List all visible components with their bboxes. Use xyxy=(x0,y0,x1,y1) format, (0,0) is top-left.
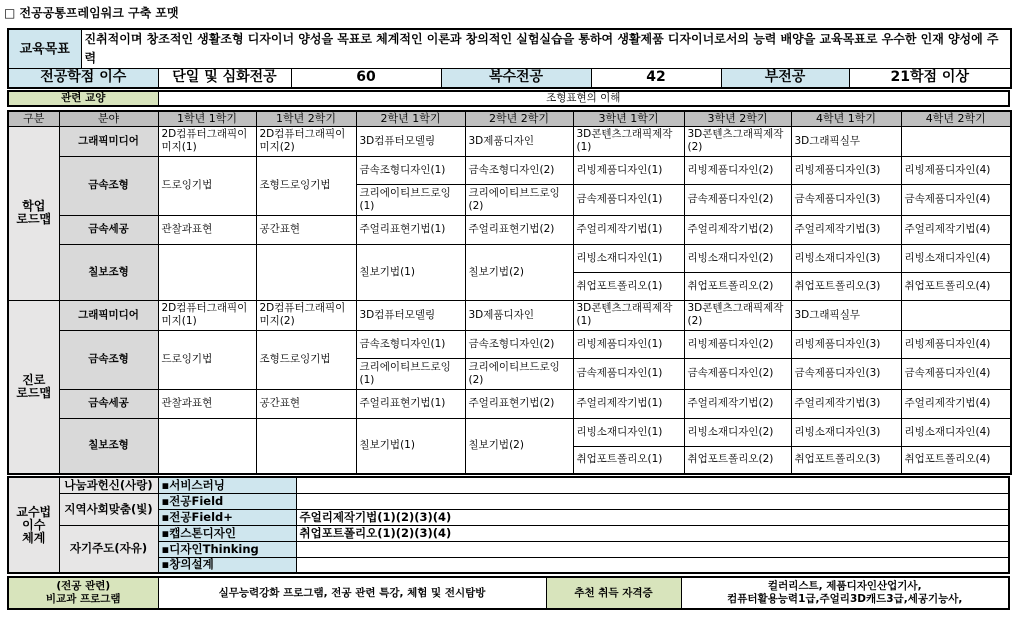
column-header: 3학년 1학기 xyxy=(573,111,684,126)
course-cell: 금속제품디자인(1) xyxy=(573,184,684,215)
course-cell: 금속조형디자인(2) xyxy=(465,330,573,358)
course-cell: 3D그래픽실무 xyxy=(791,300,901,330)
course-cell: 금속제품디자인(4) xyxy=(901,184,1011,215)
course-cell: 조형드로잉기법 xyxy=(256,330,356,389)
course-cell xyxy=(256,418,356,474)
course-cell: 금속제품디자인(2) xyxy=(684,184,791,215)
course-cell xyxy=(901,300,1011,330)
table-row xyxy=(8,244,1011,272)
field-label: 칠보조형 xyxy=(59,244,158,300)
goal-text: 진취적이며 창조적인 생활조형 디자이너 양성을 목표로 체계적인 이론과 창의적인 실험실습을 통하여 생활제품 디자이너로서의 능력 배양을 교육목표로 우수한 인재 양성에 주력 xyxy=(81,29,1011,69)
double-major-label: 복수전공 xyxy=(441,69,591,88)
course-cell: 취업포트폴리오(3) xyxy=(791,272,901,300)
course-cell: 칠보기법(2) xyxy=(465,244,573,300)
course-cell: 주얼리표현기법(2) xyxy=(465,389,573,418)
course-cell: 취업포트폴리오(2) xyxy=(684,446,791,474)
field-label: 그래픽미디어 xyxy=(59,300,158,330)
course-cell: 취업포트폴리오(4) xyxy=(901,272,1011,300)
minor-value: 21학점 이상 xyxy=(849,69,1011,88)
course-cell: 2D컴퓨터그래픽이미지(1) xyxy=(158,300,256,330)
extra-table xyxy=(7,576,1010,610)
course-cell: 주얼리표현기법(1) xyxy=(356,389,465,418)
field-label: 그래픽미디어 xyxy=(59,126,158,156)
course-cell: 3D컴퓨터모델링 xyxy=(356,126,465,156)
column-header: 1학년 2학기 xyxy=(256,111,356,126)
field-label: 금속조형 xyxy=(59,330,158,389)
course-cell: 2D컴퓨터그래픽이미지(2) xyxy=(256,300,356,330)
block-label: 진로 로드맵 xyxy=(8,300,59,474)
course-cell: 주얼리제작기법(1) xyxy=(573,215,684,244)
column-header: 2학년 1학기 xyxy=(356,111,465,126)
course-cell: 취업포트폴리오(4) xyxy=(901,446,1011,474)
teaching-group: 지역사회맞춤(빛) xyxy=(59,493,158,525)
column-header: 4학년 2학기 xyxy=(901,111,1011,126)
teaching-courses xyxy=(296,541,1009,557)
course-cell: 주얼리제작기법(2) xyxy=(684,389,791,418)
teaching-row xyxy=(8,525,1009,541)
course-cell: 리빙제품디자인(3) xyxy=(791,330,901,358)
page-title-text: 전공공통프레임워크 구축 포맷 xyxy=(19,6,179,20)
course-cell xyxy=(158,418,256,474)
teaching-courses xyxy=(296,493,1009,509)
course-cell: 주얼리제작기법(4) xyxy=(901,215,1011,244)
course-cell: 리빙제품디자인(3) xyxy=(791,156,901,184)
course-cell: 3D콘텐츠그래픽제작(1) xyxy=(573,300,684,330)
field-label: 금속조형 xyxy=(59,156,158,215)
course-cell: 금속제품디자인(4) xyxy=(901,358,1011,389)
goal-label: 교육목표 xyxy=(8,29,81,69)
course-cell: 3D콘텐츠그래픽제작(2) xyxy=(684,300,791,330)
course-cell: 금속조형디자인(2) xyxy=(465,156,573,184)
course-cell xyxy=(256,244,356,300)
course-cell: 리빙소재디자인(1) xyxy=(573,418,684,446)
double-major-value: 42 xyxy=(591,69,721,88)
course-cell: 리빙제품디자인(1) xyxy=(573,330,684,358)
teaching-method: ▪디자인Thinking xyxy=(158,541,296,557)
column-header: 1학년 1학기 xyxy=(158,111,256,126)
course-cell: 리빙제품디자인(1) xyxy=(573,156,684,184)
teaching-table xyxy=(7,476,1010,574)
column-header: 3학년 2학기 xyxy=(684,111,791,126)
course-cell: 리빙소재디자인(2) xyxy=(684,244,791,272)
course-cell: 리빙소재디자인(4) xyxy=(901,244,1011,272)
course-cell: 금속제품디자인(3) xyxy=(791,358,901,389)
table-row xyxy=(8,389,1011,418)
field-label: 금속세공 xyxy=(59,389,158,418)
course-cell: 취업포트폴리오(2) xyxy=(684,272,791,300)
course-cell: 취업포트폴리오(3) xyxy=(791,446,901,474)
credits-label: 전공학점 이수 xyxy=(8,69,158,88)
course-cell: 크리에이티브드로잉(1) xyxy=(356,184,465,215)
column-header: 4학년 1학기 xyxy=(791,111,901,126)
course-cell: 금속조형디자인(1) xyxy=(356,330,465,358)
course-cell: 주얼리제작기법(2) xyxy=(684,215,791,244)
table-row xyxy=(8,126,1011,156)
course-cell: 칠보기법(1) xyxy=(356,244,465,300)
course-cell: 주얼리제작기법(1) xyxy=(573,389,684,418)
course-cell: 칠보기법(2) xyxy=(465,418,573,474)
teaching-courses: 취업포트폴리오(1)(2)(3)(4) xyxy=(296,525,1009,541)
header-row xyxy=(8,111,1011,126)
course-cell: 리빙소재디자인(3) xyxy=(791,418,901,446)
single-major-label: 단일 및 심화전공 xyxy=(158,69,291,88)
course-cell: 3D콘텐츠그래픽제작(2) xyxy=(684,126,791,156)
teaching-method: ▪캡스톤디자인 xyxy=(158,525,296,541)
course-cell: 취업포트폴리오(1) xyxy=(573,446,684,474)
table-row xyxy=(8,330,1011,358)
course-cell: 리빙소재디자인(4) xyxy=(901,418,1011,446)
table-row xyxy=(8,156,1011,184)
column-header: 구분 xyxy=(8,111,59,126)
course-cell: 관찰과표현 xyxy=(158,215,256,244)
teaching-method: ▪전공Field+ xyxy=(158,509,296,525)
teaching-method: ▪서비스러닝 xyxy=(158,477,296,493)
course-cell: 리빙제품디자인(4) xyxy=(901,156,1011,184)
page-title xyxy=(4,4,179,21)
course-cell: 리빙소재디자인(3) xyxy=(791,244,901,272)
table-row xyxy=(8,418,1011,446)
table-row xyxy=(8,300,1011,330)
extra-program-label: (전공 관련) 비교과 프로그램 xyxy=(8,577,158,609)
course-cell: 금속제품디자인(3) xyxy=(791,184,901,215)
field-label: 칠보조형 xyxy=(59,418,158,474)
course-cell: 주얼리표현기법(2) xyxy=(465,215,573,244)
teaching-group: 자기주도(자유) xyxy=(59,525,158,573)
course-cell: 리빙제품디자인(4) xyxy=(901,330,1011,358)
course-cell: 2D컴퓨터그래픽이미지(1) xyxy=(158,126,256,156)
column-header: 분야 xyxy=(59,111,158,126)
course-cell xyxy=(901,126,1011,156)
course-cell: 리빙소재디자인(1) xyxy=(573,244,684,272)
teaching-row xyxy=(8,509,1009,525)
teaching-method: ▪창의설계 xyxy=(158,557,296,573)
course-cell xyxy=(158,244,256,300)
course-cell: 금속조형디자인(1) xyxy=(356,156,465,184)
teaching-row xyxy=(8,557,1009,573)
course-cell: 3D콘텐츠그래픽제작(1) xyxy=(573,126,684,156)
course-cell: 드로잉기법 xyxy=(158,156,256,215)
course-cell: 금속제품디자인(1) xyxy=(573,358,684,389)
certificate-label: 추천 취득 자격증 xyxy=(546,577,681,609)
course-cell: 크리에이티브드로잉(2) xyxy=(465,358,573,389)
course-cell: 드로잉기법 xyxy=(158,330,256,389)
teaching-group: 나눔과헌신(사랑) xyxy=(59,477,158,493)
course-cell: 3D그래픽실무 xyxy=(791,126,901,156)
course-cell: 리빙소재디자인(2) xyxy=(684,418,791,446)
roadmap-table xyxy=(7,110,1012,475)
minor-label: 부전공 xyxy=(721,69,849,88)
teaching-courses xyxy=(296,477,1009,493)
course-cell: 주얼리표현기법(1) xyxy=(356,215,465,244)
course-cell: 공간표현 xyxy=(256,389,356,418)
column-header: 2학년 2학기 xyxy=(465,111,573,126)
single-major-value: 60 xyxy=(291,69,441,88)
course-cell: 주얼리제작기법(4) xyxy=(901,389,1011,418)
course-cell: 크리에이티브드로잉(2) xyxy=(465,184,573,215)
teaching-row xyxy=(8,493,1009,509)
checkbox-square-icon: □ xyxy=(4,6,20,20)
course-cell: 취업포트폴리오(1) xyxy=(573,272,684,300)
course-cell: 주얼리제작기법(3) xyxy=(791,215,901,244)
course-cell: 3D제품디자인 xyxy=(465,300,573,330)
extra-program-value: 실무능력강화 프로그램, 전공 관련 특강, 체험 및 전시탐방 xyxy=(158,577,546,609)
goal-credits-table xyxy=(7,28,1012,89)
course-cell: 주얼리제작기법(3) xyxy=(791,389,901,418)
teaching-method: ▪전공Field xyxy=(158,493,296,509)
block-label: 학업 로드맵 xyxy=(8,126,59,300)
teaching-courses xyxy=(296,557,1009,573)
liberal-value: 조형표현의 이해 xyxy=(158,91,1009,106)
field-label: 금속세공 xyxy=(59,215,158,244)
liberal-label: 관련 교양 xyxy=(8,91,158,106)
certificate-value: 컬러리스트, 제품디자인산업기사, 컴퓨터활용능력1급,주얼리3D캐드3급,세공기능사, xyxy=(681,577,1009,609)
course-cell: 2D컴퓨터그래픽이미지(2) xyxy=(256,126,356,156)
course-cell: 리빙제품디자인(2) xyxy=(684,156,791,184)
course-cell: 공간표현 xyxy=(256,215,356,244)
liberal-table xyxy=(7,90,1010,107)
course-cell: 칠보기법(1) xyxy=(356,418,465,474)
teaching-label: 교수법 이수 체계 xyxy=(8,477,59,573)
course-cell: 3D컴퓨터모델링 xyxy=(356,300,465,330)
teaching-row xyxy=(8,541,1009,557)
table-row xyxy=(8,215,1011,244)
course-cell: 3D제품디자인 xyxy=(465,126,573,156)
teaching-courses: 주얼리제작기법(1)(2)(3)(4) xyxy=(296,509,1009,525)
course-cell: 리빙제품디자인(2) xyxy=(684,330,791,358)
teaching-row xyxy=(8,477,1009,493)
course-cell: 금속제품디자인(2) xyxy=(684,358,791,389)
course-cell: 크리에이티브드로잉(1) xyxy=(356,358,465,389)
course-cell: 관찰과표현 xyxy=(158,389,256,418)
course-cell: 조형드로잉기법 xyxy=(256,156,356,215)
